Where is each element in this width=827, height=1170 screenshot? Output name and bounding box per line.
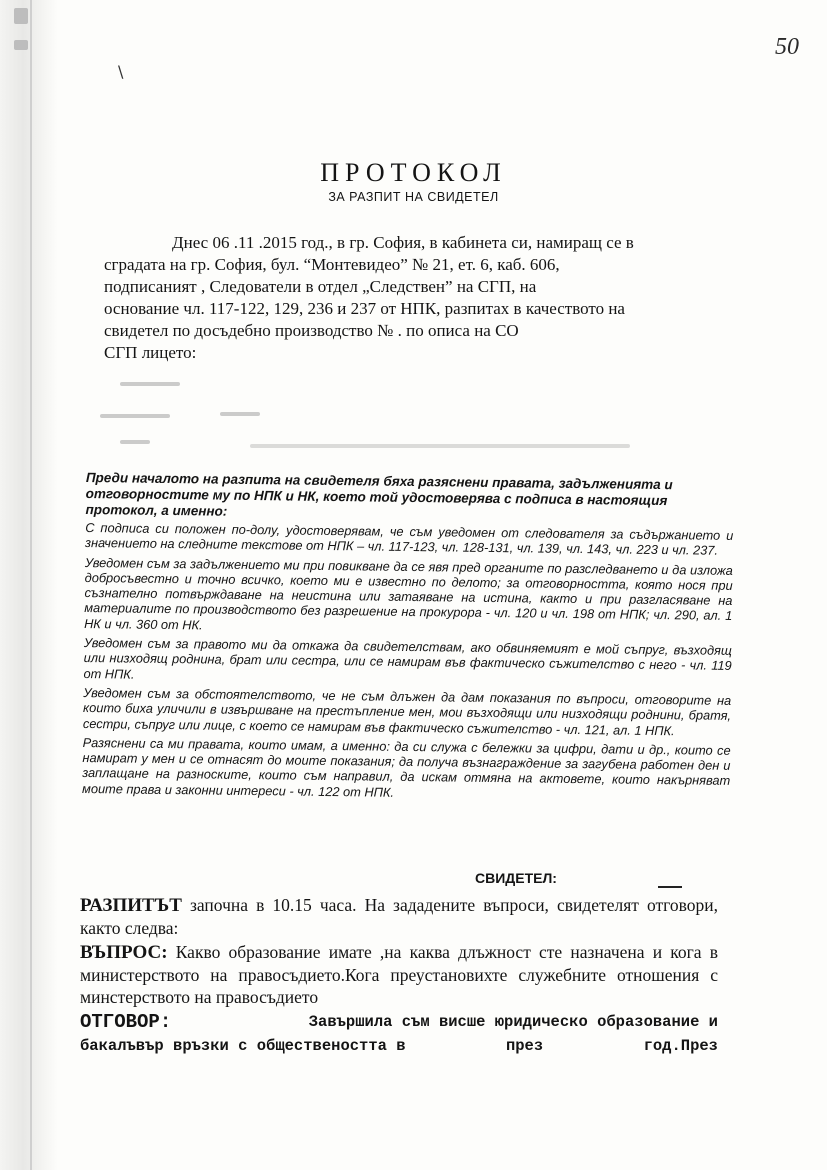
start-label: РАЗПИТЪТ <box>80 895 182 916</box>
document-subtitle: ЗА РАЗПИТ НА СВИДЕТЕЛ <box>328 190 499 204</box>
answer-text: год.През <box>643 1037 718 1055</box>
intro-line: основание чл. 117-122, 129, 236 и 237 от НПК, разпитах в качеството на <box>104 299 625 318</box>
intro-line: СГП лицето: <box>104 343 197 362</box>
page-number: 50 <box>775 34 799 60</box>
rights-heading: Преди началото на разпита на свидетеля бяха разяснени правата, задълженията и отговорностите му по НПК и НК, което той удостоверява с подписа в настоящия протокол, а именно: <box>85 470 673 519</box>
rights-paragraph: Уведомен съм за обстоятелството, че не съм длъжен да дам показания по въпроси, отговорите на които биха уличили в извършване на престъпление мен, мои възходящи или низходящи роднини, братя, сестри, съпруг или лице, с което се намирам във фактическо съжителство - чл. 121, ал. 1 НПК. <box>82 684 732 738</box>
answer-line <box>80 1034 718 1058</box>
redaction-smear <box>220 412 260 416</box>
redaction-smear <box>120 440 150 444</box>
corner-mark: \ <box>118 62 124 81</box>
redaction-smear <box>100 414 170 418</box>
answer-line <box>80 1010 718 1034</box>
answer-label: ОТГОВОР: <box>80 1011 172 1033</box>
redaction-smear <box>120 382 180 386</box>
rights-section <box>82 470 734 808</box>
document-title: ПРОТОКОЛ <box>320 158 507 187</box>
rights-paragraph: Уведомен съм за правото ми да откажа да свидетелствам, ако обвиняемият е мой съпруг, възходящ или низходящ роднина, брат или сестра, или се намирам във фактическо съжителство с него - чл. 119 от НПК. <box>83 635 732 682</box>
answer-paragraph <box>80 1010 718 1058</box>
signature-line <box>658 886 682 888</box>
interrogation-body <box>80 894 718 1058</box>
rights-paragraph: Разяснени са ми правата, които имам, а именно: да си служа с бележки за цифри, дати и др., които се намират у мен и се отнасят до моите показания; да получа възнаграждение за загубена работен ден и заплащане на разноските, които съм направил, да искам отмяна на актовете, които накърняват моите права и законни интереси - чл. 122 от НПК. <box>82 734 731 800</box>
question-text: Какво образование имате ,на каква длъжност сте назначена и кога в министерството на правосъдието.Кога преустановихте служебните отношения с минстерството на правосъдието <box>80 942 719 1007</box>
intro-line: свидетел по досъдебно производство № . по описа на СО <box>104 321 519 340</box>
answer-text: Завършила съм висше юридическо образование и <box>308 1013 718 1031</box>
start-paragraph <box>80 894 718 939</box>
intro-line: сградата на гр. София, бул. “Монтевидео” № 21, ет. 6, каб. 606, <box>104 255 560 274</box>
answer-text: през <box>505 1037 544 1055</box>
punch-hole-mark <box>14 8 28 24</box>
redaction-smear <box>250 444 630 448</box>
rights-paragraph: С подписа си положен по-долу, удостоверявам, че съм уведомен от следователя за съдържанието и значението на следните текстове от НПК – чл. 117-123, чл. 128-131, чл. 139, чл. 143, чл. 223 и чл. 237. <box>85 519 734 559</box>
intro-line: подписаният , Следователи в отдел „Следствен” на СГП, на <box>104 277 537 296</box>
punch-hole-mark <box>14 40 28 50</box>
question-label: ВЪПРОС: <box>80 942 168 963</box>
redacted-area <box>100 378 640 458</box>
witness-signature-label: СВИДЕТЕЛ: <box>475 870 557 886</box>
intro-paragraph <box>104 232 734 364</box>
start-text: започна в 10.15 часа. На зададените въпроси, свидетелят отговори, както следва: <box>80 895 719 938</box>
answer-text: бакалъвър връзки с обществеността в <box>80 1037 406 1055</box>
intro-line: Днес 06 .11 .2015 год., в гр. София, в кабинета си, намиращ се в <box>172 233 634 252</box>
rights-paragraph: Уведомен съм за задължението ми при повикване да се явя пред органите по разследването и да изложа добросъвестно и точно всичко, което ми е известно по делото; за отговорността, която нося при съзнателно потвърждаване на неистина или затаяване на истина, както и при разгласяване на материалите по производството без разрешение на прокурора - чл. 120 и чл. 198 от НПК; чл. 290, ал. 1 НК и чл. 360 от НК. <box>84 554 733 633</box>
question-paragraph <box>80 941 718 1008</box>
